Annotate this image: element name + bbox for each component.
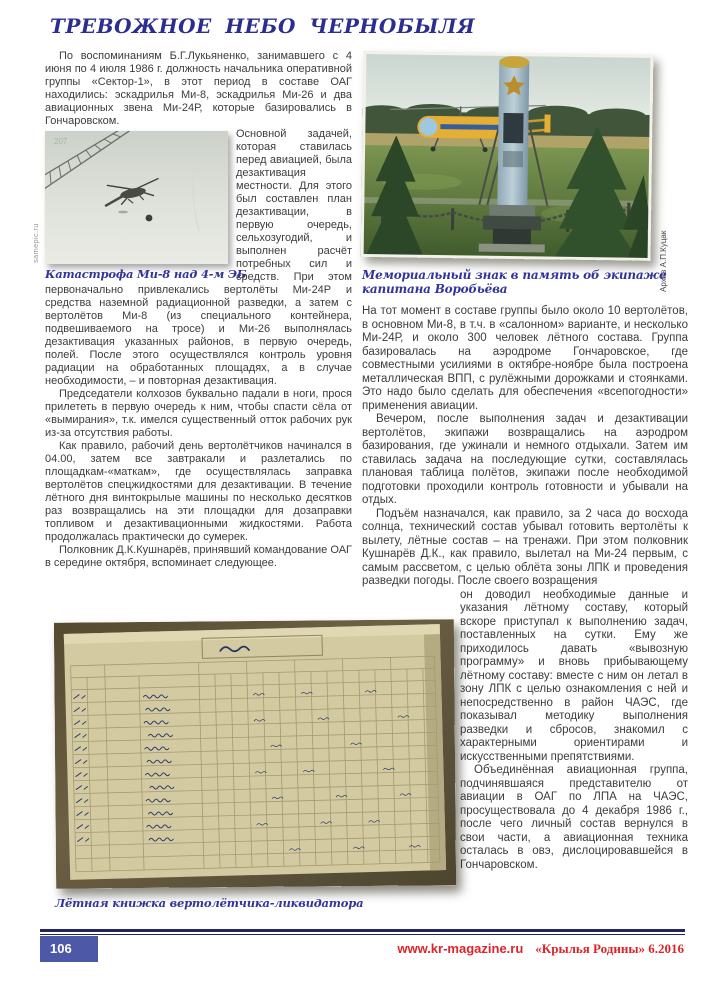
page-number: 106 <box>40 936 98 962</box>
paragraph: На тот момент в составе группы было около 10 вертолётов, в основном Ми-8, в т.ч. в «салонном» варианте, и несколько Ми-24Р, и около 300 человек лётного состава. Группа базировалась на аэродроме Гончаровское, где совместными усилиями в октябре-ноябре была построена металлическая ВПП, с рулёжными дорожками и стоянками. Это надо было сделать для обеспечения «всепогодности» применения авиации. <box>362 305 688 412</box>
footer-info <box>397 941 684 957</box>
memorial-photo-caption: Мемориальный знак в память об экипаже капитана Воробьёва <box>362 268 667 296</box>
logbook-caption: Лётная книжка вертолётчика-ликвидатора <box>55 896 364 910</box>
crash-photo-caption: Катастрофа Ми-8 над 4-м ЭБ <box>45 267 247 281</box>
paragraph: Как правило, рабочий день вертолётчиков начинался в 04.00, затем все завтракали и разлетались по площадкам-«маткам», где осуществлялась заправка вертолётов спецжидкостями для дезактивации. В течение лётного дня винтокрылые машины по несколько десятков раз возвращались на эти площадки для дозаправки топливом и дезактивационными жидкостями. Работа продолжалась практически до сумерек. <box>45 440 352 543</box>
photo-credit-text: Архив А.П.Куцак <box>659 230 668 292</box>
crash-photo-block <box>45 131 247 282</box>
paragraph: Основной задачей, которая ставилась перед авиацией, была дезактивация местности. Для этого был составлен план дезактивации, в первую очередь, сельхозугодий, и выполнен расчёт потребных сил и средств. При этом первоначально привлекались вертолёты Ми-24Р и средства наземной радиационной разведки, а затем с вертолётов Ми-8 (из специального контейнера, подвешиваемого на тросе) и Ми-26 выполнялась дезактивация указанных районов, в первую очередь, полей. После этого осуществлялся контроль уровня радиации на обработанных площадях, а в случае необходимости, – и повторная дезактивация. <box>45 128 352 387</box>
wrapped-text-block <box>460 589 688 873</box>
magazine-issue: «Крылья Родины» 6.2016 <box>535 941 684 956</box>
paragraph: Объединённая авиационная группа, подчинявшаяся представителю от авиации в ОАГ по ЛПА на ЧАЭС, просуществовала до 4 декабря 1986 г., после чего личный состав вернулся в свои части, а авиационная техника осталась в овэ, дислоцировавшейся в Гончаровском. <box>460 764 688 871</box>
paragraph: он доводил необходимые данные и указания лётному составу, который вскоре приступал к выполнению задач, поставленных на сутки. Ему же приходилось давать «вывозную программу» и вновь прибывающему лётному составу: вместе с ним он летал в зону ЛПК с целью ознакомления с ней и непосредственно в район ЧАЭС, где показывал методику выполнения разведки и сбросов, знакомил с характерными ориентирами и искусственными препятствиями. <box>460 588 688 763</box>
footer-rule <box>40 929 685 935</box>
paragraph: Полковник Д.К.Кушнарёв, принявший командование ОАГ в середине октября, вспоминает следующее. <box>45 544 352 569</box>
paragraph: Председатели колхозов буквально падали в ноги, прося прилететь в первую очередь к ним, чтобы спасти сёла от «вымирания», т.к. имелся существенный отток рабочих рук из-за отсутствия работы. <box>45 388 352 439</box>
watermark-text: samepic.ru <box>31 223 40 263</box>
photo-marking: 207 <box>54 137 68 146</box>
left-column <box>45 50 352 570</box>
article-title: ТРЕВОЖНОЕ НЕБО ЧЕРНОБЫЛЯ <box>50 14 476 38</box>
paragraph: Вечером, после выполнения задач и дезактивации вертолётов, экипажи возвращались на аэродром базирования, где ужинали и немного отдыхали. Затем им ставилась задача на последующие сутки, составлялась плановая таблица полётов, экипажи после необходимой подготовки проходили контроль готовности и убывали на отдых. <box>362 413 688 506</box>
logbook-photo <box>54 619 456 888</box>
paragraph: По воспоминаниям Б.Г.Лукьяненко, занимавшего с 4 июня по 4 июля 1986 г. должность начальника оперативной группы «Сектор-1», в этот период в составе ОАГ находились: эскадрилья Ми-8, эскадрилья Ми-26 и два авиационных звена Ми-24Р, которые базировались в Гончаровском. <box>45 50 352 127</box>
magazine-site: www.kr-magazine.ru <box>397 941 524 956</box>
paragraph: Подъём назначался, как правило, за 2 часа до восхода солнца, технический состав убывал готовить вертолёты к вылету, лётные состав – на тренажи. При этом полковник Кушнарёв Д.К., как правило, вылетал на Ми-24 первым, с самым рассветом, с целью облёта зоны ЛПК и проведения разведки погоды. После своего возращения <box>362 507 688 587</box>
memorial-photo <box>361 51 654 261</box>
mi8-crash-photo <box>45 131 228 264</box>
